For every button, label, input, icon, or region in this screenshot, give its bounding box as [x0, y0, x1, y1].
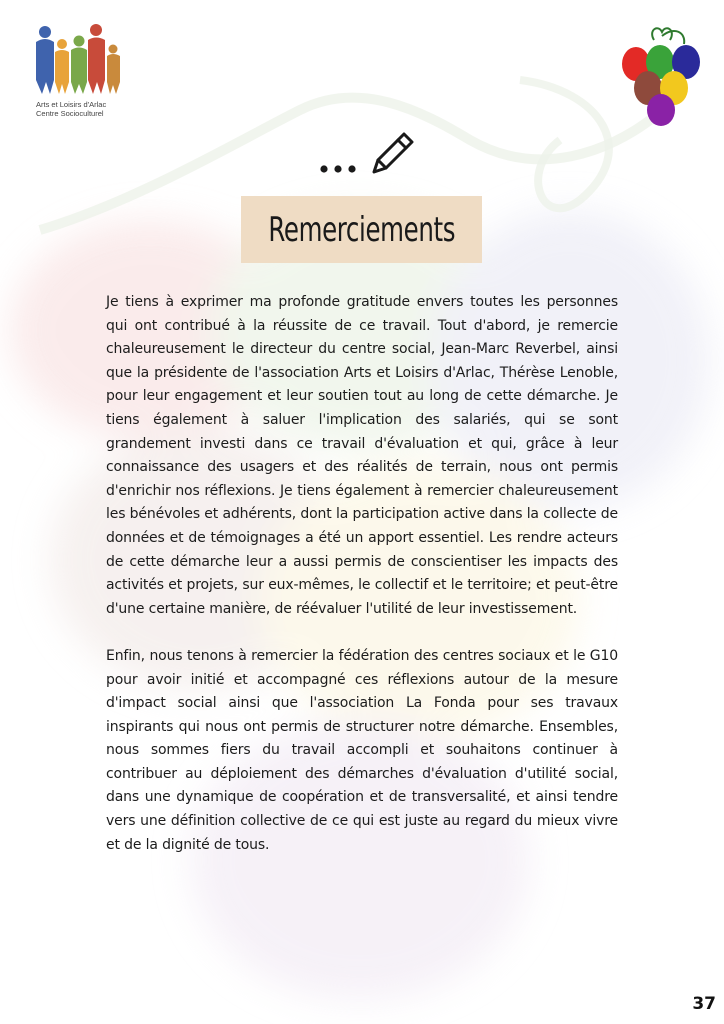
page-title: Remerciements: [268, 209, 455, 250]
organization-name-line2: Centre Socioculturel: [36, 109, 104, 118]
title-banner: [241, 196, 482, 263]
paragraph-1: Je tiens à exprimer ma profonde gratitude envers toutes les personnes qui ont contribué à la réussite de ce travail. Tout d'abord, je remercie chaleureusement le directeur du centre social, Jean-Marc Reverbel, ainsi que la présidente de l'association Arts et Loisirs d'Arlac, Thérèse Lenoble, pour leur engagement et leur soutien tout au long de cette démarche. Je tiens également à saluer l'implication des salariés, qui se sont grandement investi dans ce travail d'évaluation et qui, grâce à leur connaissance des usagers et des réalités de terrain, nous ont permis d'enrichir nos réflexions. Je tiens également à remercier chaleureusement les bénévoles et adhérents, dont la participation active dans la collecte de données et de témoignages a été un apport essentiel. Les rendre acteurs de cette démarche leur a aussi permis de conscientiser les impacts des activités et projets, sur eux-mêmes, le collectif et le territoire; et peut-être d'une certaine manière, de réévaluer l'utilité de leur investissement.: [106, 294, 618, 617]
dots-icon: [320, 165, 355, 172]
pencil-icon: [374, 134, 412, 172]
grapes-logo-icon: [614, 22, 706, 130]
people-logo-icon: [28, 24, 124, 98]
acknowledgements-text: [106, 291, 618, 881]
organization-logo: [28, 24, 128, 118]
organization-name-line1: Arts et Loisirs d'Arlac: [36, 100, 107, 109]
page-number: 37: [692, 994, 716, 1014]
organization-name: [28, 100, 128, 118]
title-decoration: [318, 126, 418, 176]
paragraph-2: Enfin, nous tenons à remercier la fédération des centres sociaux et le G10 pour avoir initié et accompagné ces réflexions autour de la mesure d'impact social ainsi que l'association La Fonda pour ses travaux inspirants qui nous ont permis de structurer notre démarche. Ensembles, nous sommes fiers du travail accompli et souhaitons continuer à contribuer au déploiement des démarches d'évaluation d'utilité social, dans une dynamique de coopération et de transversalité, et ainsi tendre vers une définition collective de ce qui est juste au regard du mieux vivre et de la dignité de tous.: [106, 647, 618, 853]
